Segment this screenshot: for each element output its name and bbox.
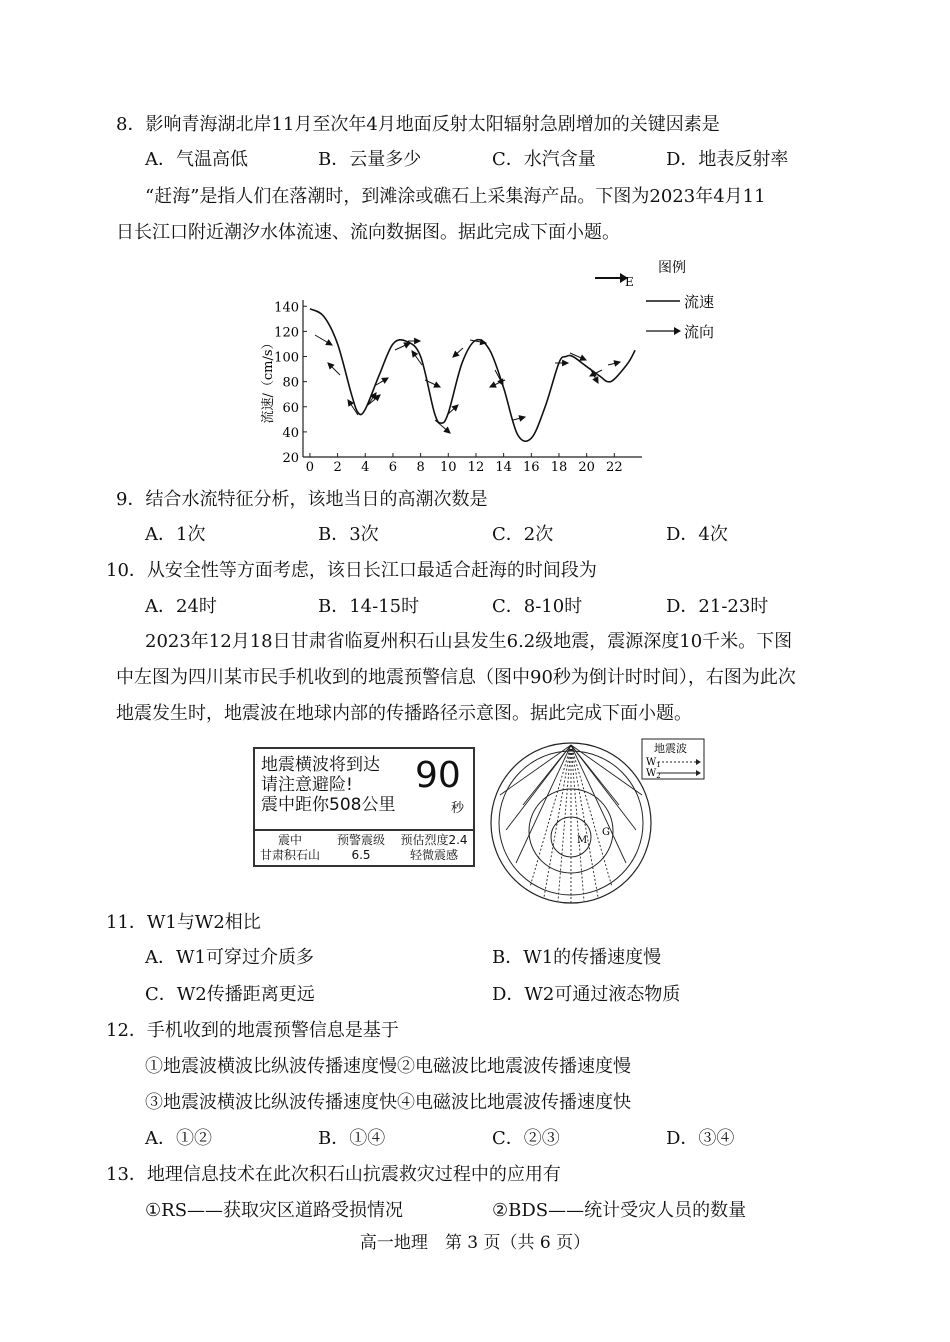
flow-direction-arrowhead xyxy=(593,377,598,383)
y-tick-label: 80 xyxy=(282,375,299,391)
tide-chart xyxy=(250,255,730,480)
wave-legend-title: 地震波 xyxy=(654,742,687,755)
q13-item-1: ①RS——获取灾区道路受损情况 xyxy=(145,1200,404,1221)
flow-direction-arrowhead xyxy=(519,416,525,421)
flow-direction-arrowhead xyxy=(415,338,420,343)
x-tick-label: 12 xyxy=(467,460,485,475)
q11-option-d[interactable]: D．W2可通过液态物质 xyxy=(492,984,681,1005)
q12-option-a[interactable]: A．①② xyxy=(145,1128,212,1149)
intro2-line1: 2023年12月18日甘肃省临夏州积石山县发生6.2级地震，震源深度10千米。下图 xyxy=(145,631,793,652)
question-8-stem: 8．影响青海湖北岸11月至次年4月地面反射太阳辐射急剧增加的关键因素是 xyxy=(116,114,720,135)
alert-magnitude-label: 预警震级 xyxy=(336,833,385,847)
legend-east: E xyxy=(625,275,634,289)
q10-option-c[interactable]: C．8-10时 xyxy=(492,596,583,617)
x-tick-label: 0 xyxy=(305,460,315,475)
seismic-ray xyxy=(571,745,598,897)
question-11-stem: 11．W1与W2相比 xyxy=(106,912,261,933)
q11-option-c[interactable]: C．W2传播距离更远 xyxy=(145,984,315,1005)
seismic-ray xyxy=(571,745,612,887)
q11-option-a[interactable]: A．W1可穿过介质多 xyxy=(145,947,314,968)
legend-direction-arrow-icon xyxy=(674,327,681,335)
q12-option-b[interactable]: B．①④ xyxy=(318,1128,386,1149)
x-tick-label: 18 xyxy=(550,460,568,475)
question-10-stem: 10．从安全性等方面考虑，该日长江口最适合赶海的时间段为 xyxy=(106,560,597,581)
flow-direction-arrowhead xyxy=(614,361,620,366)
seismic-ray xyxy=(544,745,571,897)
legend-speed: 流速 xyxy=(684,293,715,311)
seismic-wave-diagram xyxy=(478,735,710,905)
q10-option-d[interactable]: D．21-23时 xyxy=(666,596,769,617)
flow-direction-arrowhead xyxy=(563,360,568,365)
label-g: G xyxy=(602,827,610,838)
flow-direction-arrowhead xyxy=(348,400,353,406)
alert-countdown: 90 xyxy=(415,755,461,796)
x-tick-label: 10 xyxy=(440,460,457,475)
y-axis-label: 流速/（cm/s） xyxy=(261,336,276,424)
alert-epicenter-label: 震中 xyxy=(277,833,302,847)
q8-option-d[interactable]: D．地表反射率 xyxy=(666,149,789,170)
alert-details xyxy=(255,829,473,869)
alert-magnitude-value: 6.5 xyxy=(351,848,371,862)
q10-option-b[interactable]: B．14-15时 xyxy=(318,596,420,617)
q8-option-b[interactable]: B．云量多少 xyxy=(318,149,422,170)
alert-intensity-value: 轻微震感 xyxy=(409,848,458,862)
w2-label: W xyxy=(646,768,657,779)
alert-intensity xyxy=(397,833,471,863)
x-tick-label: 4 xyxy=(361,460,370,475)
flow-direction-arrowhead xyxy=(434,382,440,387)
q11-option-b[interactable]: B．W1的传播速度慢 xyxy=(492,947,662,968)
label-m: M xyxy=(577,835,588,846)
flow-direction-arrowhead xyxy=(326,340,332,345)
flow-direction-arrowhead xyxy=(412,351,417,357)
y-tick-label: 60 xyxy=(282,400,299,416)
earthquake-alert xyxy=(253,747,475,867)
x-tick-label: 22 xyxy=(606,460,623,475)
speed-line xyxy=(310,309,635,441)
wave-legend xyxy=(642,739,704,780)
flow-direction-arrowhead xyxy=(490,382,496,387)
flow-direction-arrowhead xyxy=(404,343,410,348)
page-footer: 高一地理 第 3 页（共 6 页） xyxy=(359,1233,591,1253)
legend-direction: 流向 xyxy=(684,323,715,341)
q12-statement-line-2: ③地震波横波比纵波传播速度快④电磁波比地震波传播速度快 xyxy=(145,1092,631,1113)
question-12-stem: 12．手机收到的地震预警信息是基于 xyxy=(106,1020,399,1041)
x-tick-label: 20 xyxy=(578,460,595,475)
q8-option-a[interactable]: A．气温高低 xyxy=(145,149,248,170)
q9-option-b[interactable]: B．3次 xyxy=(318,524,379,545)
alert-line-3: 震中距你508公里 xyxy=(261,795,396,815)
q10-option-a[interactable]: A．24时 xyxy=(145,596,217,617)
alert-magnitude xyxy=(331,833,391,863)
w1-subscript: 1 xyxy=(656,761,661,769)
alert-epicenter xyxy=(259,833,321,863)
y-tick-label: 120 xyxy=(274,325,299,341)
x-tick-label: 16 xyxy=(523,460,540,475)
y-tick-label: 40 xyxy=(282,425,299,441)
question-13-stem: 13．地理信息技术在此次积石山抗震救灾过程中的应用有 xyxy=(106,1164,561,1185)
intro1-line2: 日长江口附近潮汐水体流速、流向数据图。据此完成下面小题。 xyxy=(116,222,620,243)
q9-option-d[interactable]: D．4次 xyxy=(666,524,728,545)
y-tick-label: 140 xyxy=(274,300,299,316)
x-tick-label: 14 xyxy=(495,460,512,475)
q12-option-d[interactable]: D．③④ xyxy=(666,1128,735,1149)
x-tick-label: 8 xyxy=(416,460,425,475)
intro2-line3: 地震发生时，地震波在地球内部的传播路径示意图。据此完成下面小题。 xyxy=(116,703,692,724)
q12-statement-line-1: ①地震波横波比纵波传播速度慢②电磁波比地震波传播速度慢 xyxy=(145,1056,631,1077)
alert-epicenter-value: 甘肃积石山 xyxy=(259,848,320,862)
alert-intensity-label: 预估烈度2.4 xyxy=(400,833,468,847)
y-tick-label: 20 xyxy=(282,451,299,466)
intro1-line1: “赶海”是指人们在落潮时，到滩涂或礁石上采集海产品。下图为2023年4月11 xyxy=(145,186,766,207)
flow-direction-arrowhead xyxy=(382,378,388,383)
y-tick-label: 100 xyxy=(274,350,299,366)
question-9-stem: 9．结合水流特征分析，该地当日的高潮次数是 xyxy=(116,489,488,510)
q12-option-c[interactable]: C．②③ xyxy=(492,1128,560,1149)
q9-option-a[interactable]: A．1次 xyxy=(145,524,206,545)
intro2-line2: 中左图为四川某市民手机收到的地震预警信息（图中90秒为倒计时时间），右图为此次 xyxy=(116,667,796,688)
alert-line-1: 地震横波将到达 xyxy=(261,755,380,775)
alert-countdown-unit: 秒 xyxy=(451,801,465,816)
legend-title: 图例 xyxy=(658,260,686,276)
chart-legend xyxy=(595,260,714,341)
seismic-ray xyxy=(530,745,571,887)
flow-direction-arrowhead xyxy=(580,355,586,360)
q8-option-c[interactable]: C．水汽含量 xyxy=(492,149,596,170)
q13-item-2: ②BDS——统计受灾人员的数量 xyxy=(492,1200,747,1221)
w2-subscript: 2 xyxy=(656,772,661,780)
q9-option-c[interactable]: C．2次 xyxy=(492,524,554,545)
x-tick-label: 2 xyxy=(333,460,342,475)
x-tick-label: 6 xyxy=(388,460,398,475)
alert-line-2: 请注意避险! xyxy=(261,775,353,795)
w1-label: W xyxy=(646,757,657,768)
